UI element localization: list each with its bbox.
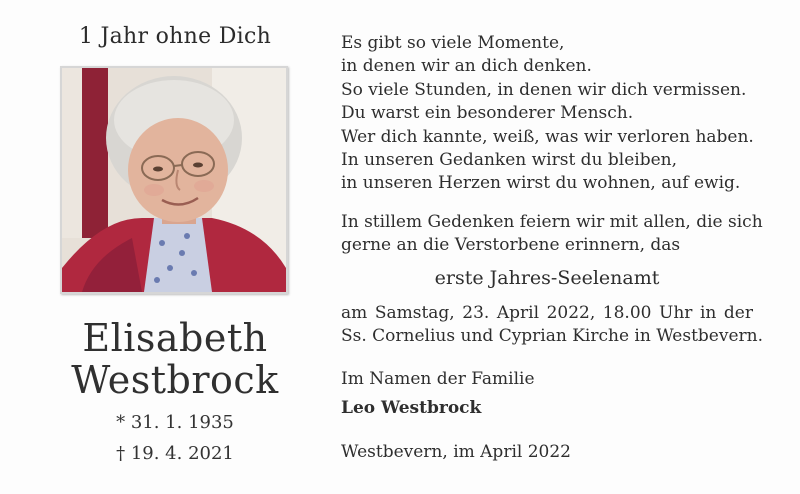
place-date: Westbevern, im April 2022 — [341, 442, 571, 462]
detail-word: 23. — [462, 303, 490, 323]
poem — [341, 32, 754, 196]
mass-details-line-2: Ss. Cornelius und Cyprian Kirche in Westbevern. — [341, 326, 764, 347]
right-column — [341, 0, 771, 494]
headline: 1 Jahr ohne Dich — [78, 24, 272, 49]
signer-name: Leo Westbrock — [341, 398, 482, 418]
portrait-photo — [60, 66, 288, 294]
poem-line: Wer dich kannte, weiß, was wir verloren haben. — [341, 126, 754, 147]
birth-date: * 31. 1. 1935 — [116, 412, 234, 433]
left-column — [40, 0, 310, 494]
mass-details — [341, 302, 764, 349]
poem-line: in unseren Herzen wirst du wohnen, auf ewig. — [341, 173, 741, 194]
invitation-line: gerne an die Verstorbene erinnern, das — [341, 235, 681, 256]
first-name: Elisabeth — [82, 316, 268, 360]
portrait-image — [62, 68, 286, 292]
mass-details-line-1 — [341, 302, 753, 325]
detail-word: in — [699, 303, 717, 323]
mass-title: erste Jahres-Seelenamt — [434, 267, 660, 289]
family-intro: Im Namen der Familie — [341, 369, 535, 389]
last-name: Westbrock — [71, 358, 279, 402]
detail-word: am — [341, 303, 368, 323]
poem-line: In unseren Gedanken wirst du bleiben, — [341, 150, 678, 171]
poem-line: So viele Stunden, in denen wir dich vermissen. — [341, 79, 747, 100]
poem-line: Es gibt so viele Momente, — [341, 33, 565, 53]
detail-word: 18.00 — [602, 303, 652, 323]
detail-word: April — [496, 303, 540, 323]
detail-word: 2022, — [546, 303, 596, 323]
poem-line: Du warst ein besonderer Mensch. — [341, 103, 634, 124]
poem-line: in denen wir an dich denken. — [341, 56, 592, 77]
death-date: † 19. 4. 2021 — [116, 443, 234, 464]
invitation-text — [341, 211, 763, 258]
detail-word: der — [723, 303, 753, 323]
detail-word: Uhr — [659, 303, 693, 323]
invitation-line: In stillem Gedenken feiern wir mit allen, die sich — [341, 212, 763, 232]
detail-word: Samstag, — [374, 303, 455, 323]
